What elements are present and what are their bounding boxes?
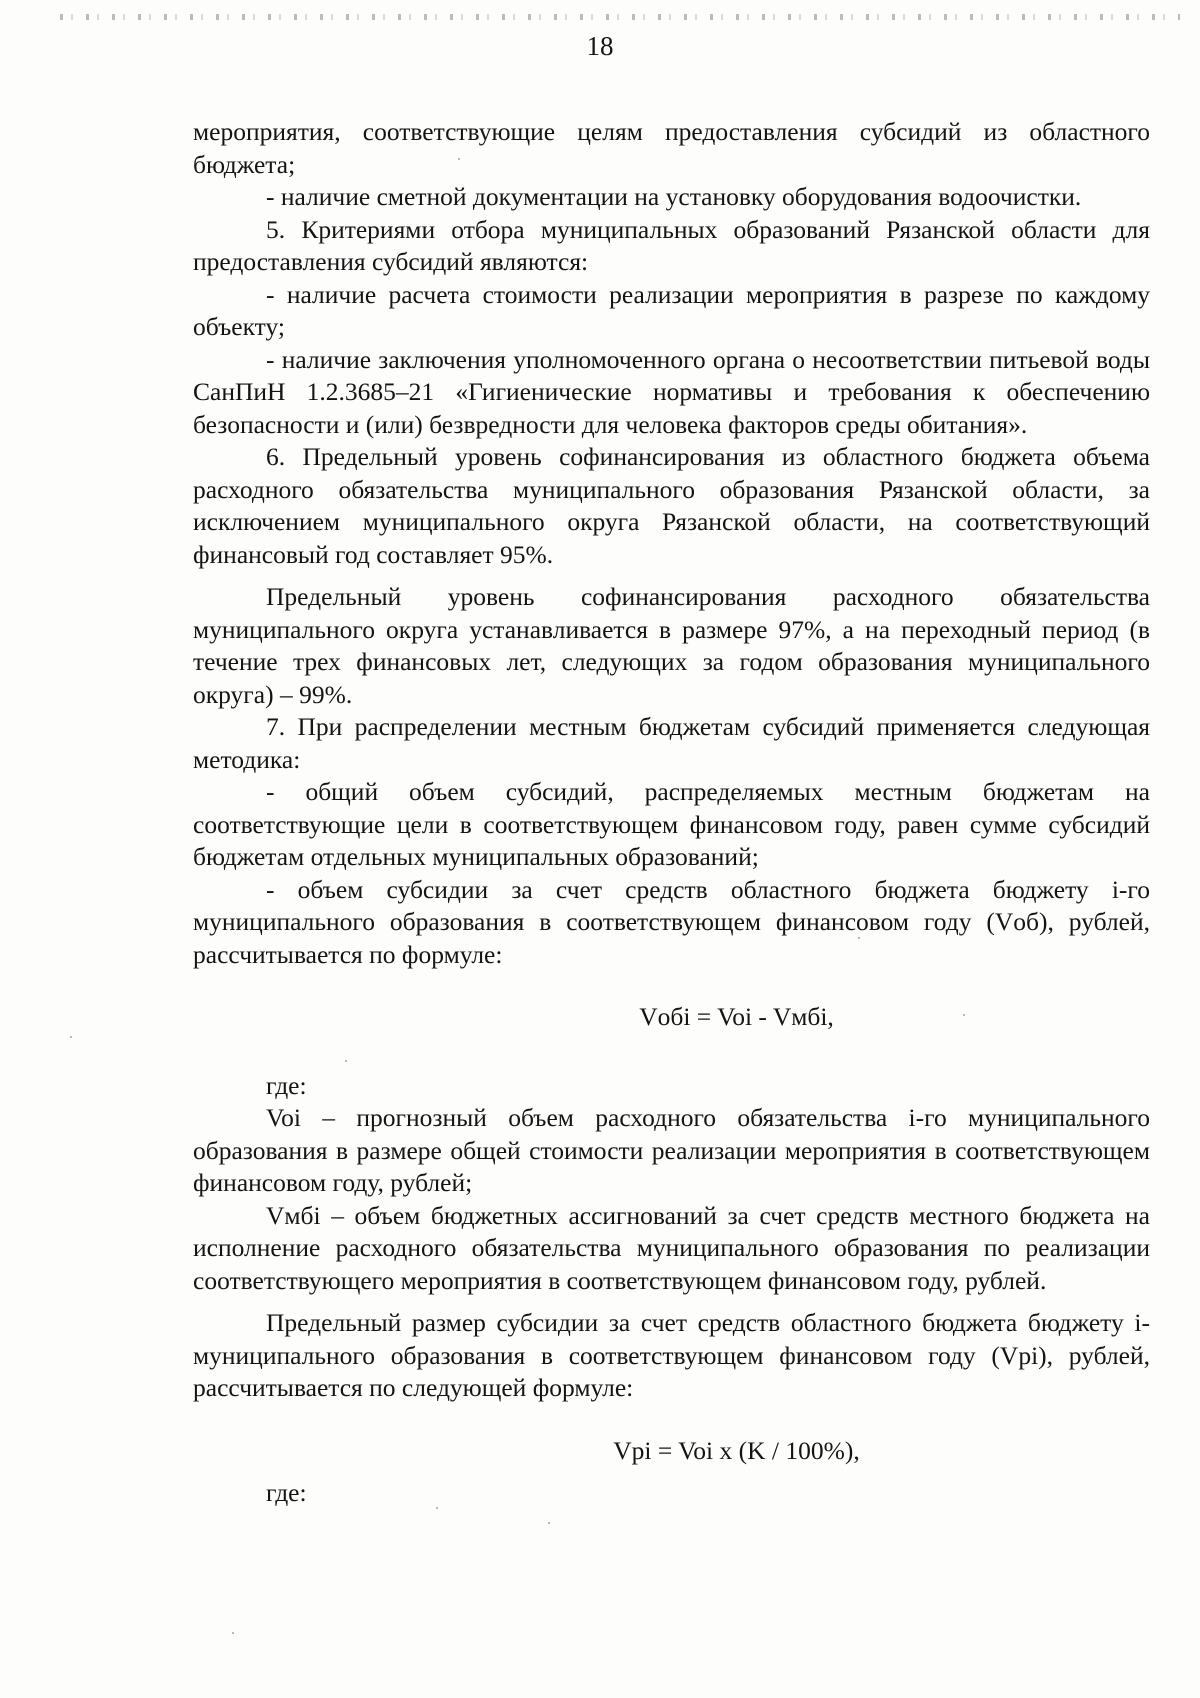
paragraph-cost-calculation: - наличие расчета стоимости реализации мероприятия в разрезе по каждому объекту; [193,279,1150,341]
scan-noise-strip [60,14,1180,20]
scan-speck [70,1036,72,1038]
page-number: 18 [586,31,614,61]
where-label: где: [266,1070,307,1100]
paragraph-estimate-docs: - наличие сметной документации на установку оборудования водоочистки. [266,182,1082,211]
paragraph-subsidy-volume: - объем субсидии за счет средств областного бюджета бюджету i-го муниципального образования в соответствующем финансовом году (Vоб), рублей, рассчитывается по формуле: [193,874,1150,969]
scan-speck [548,1522,550,1524]
scan-speck [436,1507,438,1509]
paragraph-selection-criteria: 5. Критериями отбора муниципальных образований Рязанской области для предоставления субсидий являются: [193,214,1150,276]
scan-speck [345,1060,347,1062]
definition-voi: Voi – прогнозный объем расходного обязательства i-го муниципального образования в размере общей стоимости реализации мероприятия в соответствующем финансовом году, рублей; [193,1103,1150,1197]
formula-vob: Vобi = Voi - Vмбi, [639,1002,834,1031]
formula-vpi: Vpi = Voi x (K / 100%), [613,1435,860,1465]
scan-speck [232,1632,234,1634]
scan-speck [858,937,860,939]
paragraph-continuation: мероприятия, соответствующие целям предоставления субсидий из областного бюджета; [193,117,1150,179]
paragraph-cofinancing-level: 6. Предельный уровень софинансирования из областного бюджета объема расходного обязательства муниципального образования Рязанской области, за исключением муниципального округа Рязанской области, на соответствующий финансовый год составляет 95%. [193,442,1150,569]
paragraph-distribution-method: 7. При распределении местным бюджетам субсидий применяется следующая методика: [193,712,1150,774]
document-body [193,116,1150,1510]
scan-speck [458,158,460,160]
paragraph-total-subsidy: - общий объем субсидий, распределяемых местным бюджетам на соответствующие цели в соответствующем финансовом году, равен сумме субсидий бюджетам отдельных муниципальных образований; [193,777,1150,871]
where-label: где: [266,1478,307,1507]
paragraph-municipal-district-level: Предельный уровень софинансирования расходного обязательства муниципального округа устанавливается в размере 97%, а на переходный период (в течение трех финансовых лет, следующих за годом образования муниципального округа) – 99%. [193,582,1150,709]
paragraph-water-conclusion: - наличие заключения уполномоченного органа о несоответствии питьевой воды СанПиН 1.2.3685–21 «Гигиенические нормативы и требования к обеспечению безопасности и (или) безвредности для человека факторов среды обитания». [193,344,1150,439]
definition-vmb: Vмбi – объем бюджетных ассигнований за счет средств местного бюджета на исполнение расходного обязательства муниципального образования по реализации соответствующего мероприятия в соответствующем финансовом году, рублей. [193,1200,1150,1295]
scan-speck [963,1014,965,1016]
paragraph-max-subsidy: Предельный размер субсидии за счет средств областного бюджета бюджету i-муниципального образования в соответствующем финансовом году (Vpi), рублей, рассчитывается по следующей формуле: [193,1308,1150,1402]
